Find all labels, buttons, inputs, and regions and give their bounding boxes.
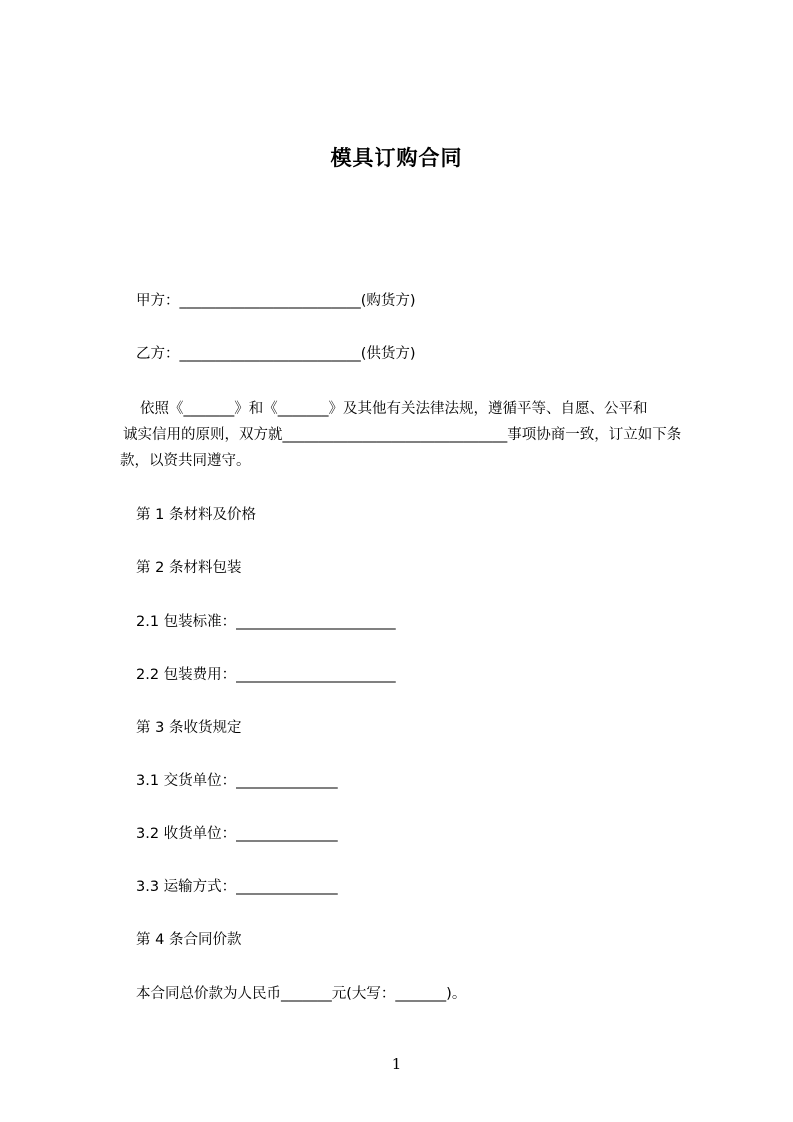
preamble-line-2: 诚实信用的原则，双方就_______________________________事项协商一致，订立如下条: [123, 427, 682, 443]
party-a-line: 甲方：_________________________(购货方): [136, 293, 416, 309]
clause-3-3: 3.3 运输方式：______________: [136, 879, 338, 895]
page-number: 1: [391, 1055, 402, 1073]
section-4-heading: 第 4 条合同价款: [136, 932, 242, 948]
preamble-line-3: 款，以资共同遵守。: [120, 453, 251, 469]
section-2-heading: 第 2 条材料包装: [136, 560, 242, 576]
clause-2-2: 2.2 包装费用：______________________: [136, 667, 396, 683]
party-b-line: 乙方：_________________________(供货方): [136, 346, 416, 362]
document-title: 模具订购合同: [330, 146, 463, 170]
section-4-body: 本合同总价款为人民币_______元(大写：_______)。: [136, 986, 467, 1002]
clause-2-1: 2.1 包装标准：______________________: [136, 614, 396, 630]
section-1-heading: 第 1 条材料及价格: [136, 507, 256, 523]
section-3-heading: 第 3 条收货规定: [136, 720, 242, 736]
preamble-paragraph: [120, 396, 706, 474]
clause-3-1: 3.1 交货单位：______________: [136, 773, 338, 789]
preamble-line-1: 依照《_______》和《_______》及其他有关法律法规，遵循平等、自愿、公平和: [140, 401, 648, 417]
clause-3-2: 3.2 收货单位：______________: [136, 826, 338, 842]
